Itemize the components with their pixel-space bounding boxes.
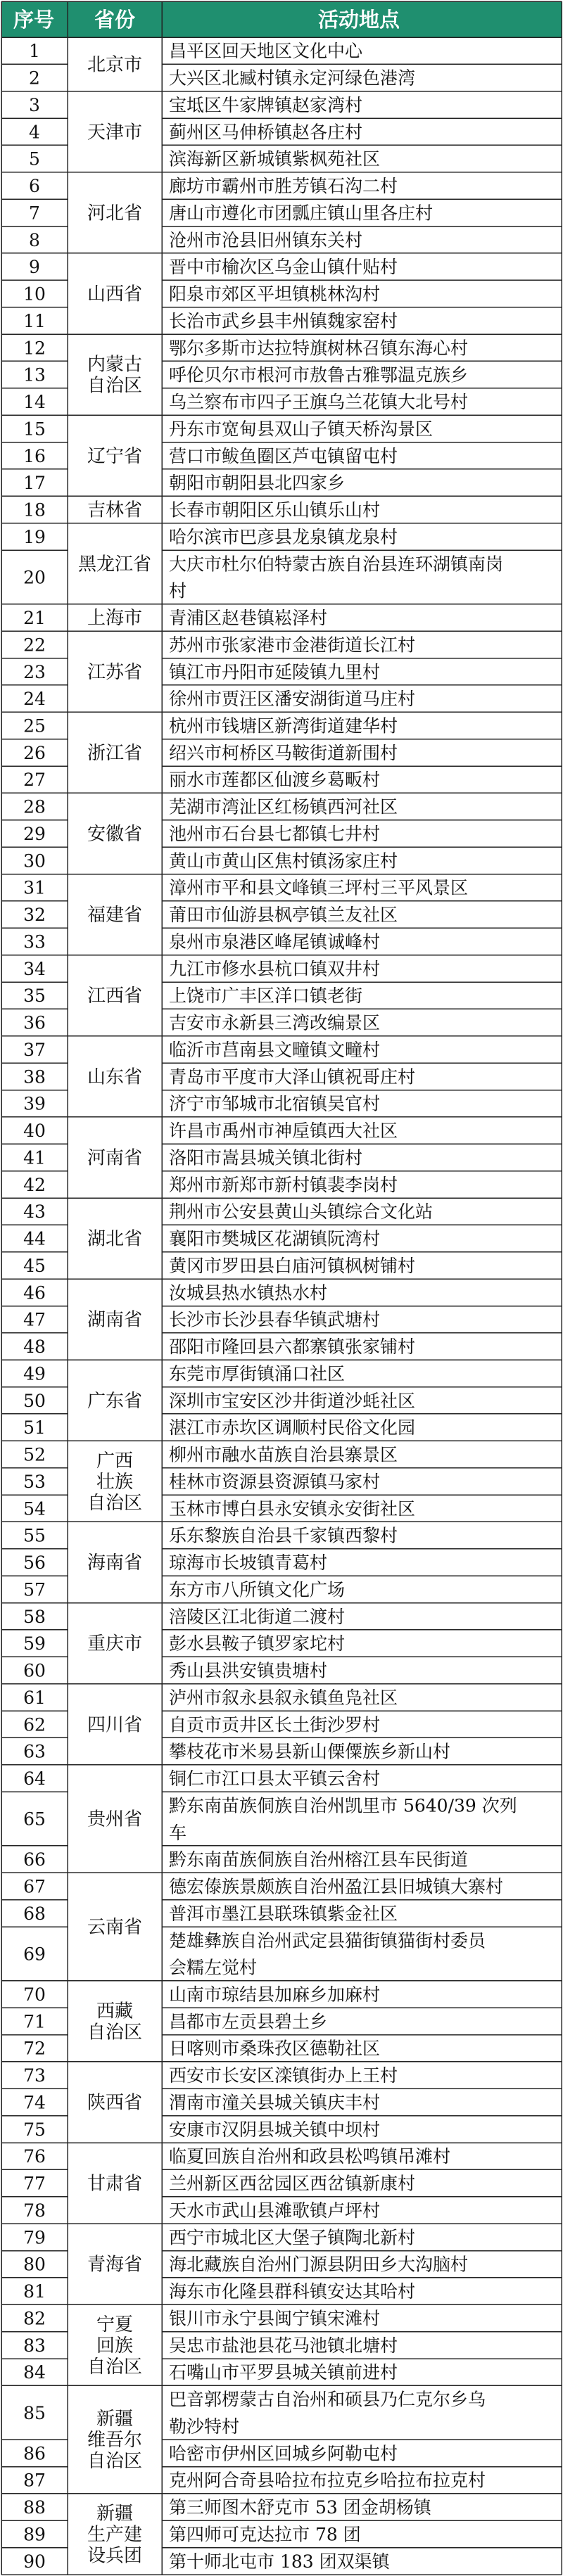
province-name: 湖北省: [87, 1228, 143, 1250]
row-number: 3: [29, 94, 40, 115]
activity-location: 莆田市仙游县枫亭镇兰友社区: [169, 905, 398, 926]
activity-location: 山南市琼结县加麻乡加麻村: [169, 1984, 381, 2005]
activity-location: 车: [169, 1822, 187, 1843]
province-name: 山西省: [87, 283, 143, 305]
activity-location: 第十师北屯市 183 团双渠镇: [169, 2551, 390, 2572]
activity-location: 攀枝花市米易县新山傈僳族乡新山村: [169, 1741, 451, 1762]
activity-location: 安康市汉阴县城关镇中坝村: [169, 2119, 381, 2140]
activity-location: 海东市化隆县群科镇安达其哈村: [169, 2281, 416, 2302]
row-number: 66: [23, 1849, 46, 1870]
activity-location: 会糯左觉村: [169, 1957, 258, 1978]
province-name: 河北省: [87, 203, 143, 224]
province-name: 宁夏: [96, 2314, 134, 2335]
row-number: 82: [23, 2308, 46, 2329]
activity-location: 沧州市沧县旧州镇东关村: [169, 229, 363, 250]
row-number: 16: [23, 445, 46, 466]
row-number: 62: [23, 1714, 46, 1735]
province-name: 湖南省: [87, 1309, 143, 1331]
row-number: 79: [23, 2227, 46, 2248]
row-number: 90: [23, 2551, 46, 2572]
province-name: 江西省: [87, 986, 143, 1007]
header-location: 活动地点: [317, 8, 400, 32]
row-number: 32: [23, 905, 46, 926]
activity-location: 石嘴山市平罗县城关镇前进村: [169, 2362, 398, 2383]
activity-location: 哈尔滨市巴彦县龙泉镇龙泉村: [169, 526, 398, 547]
row-number: 69: [23, 1944, 46, 1965]
activity-location: 东莞市厚街镇涌口社区: [169, 1363, 346, 1384]
activity-location: 勒沙特村: [169, 2416, 240, 2437]
row-number: 46: [23, 1282, 46, 1303]
row-number: 72: [23, 2038, 46, 2059]
province-name: 河南省: [87, 1147, 143, 1169]
row-number: 12: [23, 338, 46, 359]
row-number: 83: [23, 2335, 46, 2356]
activity-location: 长春市朝阳区乐山镇乐山村: [169, 499, 381, 521]
province-name: 新疆: [96, 2503, 134, 2525]
activity-location: 楚雄彝族自治州武定县猫街镇猫街村委员: [169, 1930, 486, 1951]
row-number: 15: [23, 419, 46, 440]
activity-location: 大兴区北臧村镇永定河绿色港湾: [169, 68, 416, 89]
activity-location: 兰州新区西岔园区西岔镇新康村: [169, 2173, 416, 2194]
row-number: 59: [23, 1633, 46, 1654]
row-number: 67: [23, 1876, 46, 1897]
row-number: 18: [23, 499, 46, 521]
activity-location: 青浦区赵巷镇崧泽村: [169, 608, 328, 629]
activity-location: 唐山市遵化市团瓢庄镇山里各庄村: [169, 203, 434, 224]
row-number: 80: [23, 2254, 46, 2275]
row-number: 29: [23, 823, 46, 844]
activity-location: 哈密市伊州区回城乡阿勒屯村: [169, 2443, 398, 2464]
activity-location: 黄冈市罗田县白庙河镇枫树铺村: [169, 1255, 416, 1276]
activity-location: 朝阳市朝阳县北四家乡: [169, 473, 346, 494]
row-number: 31: [23, 877, 46, 898]
activity-location: 临沂市莒南县文疃镇文疃村: [169, 1039, 381, 1060]
row-number: 38: [23, 1066, 46, 1088]
activity-location: 呼伦贝尔市根河市敖鲁古雅鄂温克族乡: [169, 364, 469, 385]
province-name: 广东省: [87, 1390, 143, 1412]
row-number: 41: [23, 1147, 46, 1168]
activity-location: 西宁市城北区大堡子镇陶北新村: [169, 2227, 416, 2248]
activity-location: 青岛市平度市大泽山镇祝哥庄村: [169, 1066, 416, 1088]
activity-location: 玉林市博白县永安镇永安街社区: [169, 1498, 416, 1519]
row-number: 26: [23, 742, 46, 763]
activity-location: 湛江市赤坎区调顺村民俗文化园: [169, 1417, 416, 1439]
activity-location: 黔东南苗族侗族自治州凯里市 5640/39 次列: [169, 1795, 517, 1816]
header-no: 序号: [13, 8, 55, 32]
province-name: 吉林省: [87, 499, 143, 521]
activity-location: 营口市鲅鱼圈区芦屯镇留屯村: [169, 445, 398, 466]
activity-location: 深圳市宝安区沙井街道沙蚝社区: [169, 1390, 416, 1411]
activity-location: 邵阳市隆回县六都寨镇张家铺村: [169, 1337, 416, 1358]
province-name: 陕西省: [87, 2092, 143, 2114]
row-number: 64: [23, 1768, 46, 1790]
row-number: 75: [23, 2119, 46, 2140]
row-number: 73: [23, 2065, 46, 2086]
province-name: 上海市: [87, 608, 143, 630]
row-number: 24: [23, 689, 46, 710]
activity-location: 日喀则市桑珠孜区德勒社区: [169, 2038, 381, 2059]
row-number: 51: [23, 1417, 46, 1439]
row-number: 47: [23, 1309, 46, 1330]
province-name: 海南省: [87, 1552, 143, 1574]
activity-location: 荆州市公安县黄山头镇综合文化站: [169, 1201, 434, 1223]
row-number: 22: [23, 635, 46, 656]
activity-location: 宝坻区牛家牌镇赵家湾村: [169, 94, 363, 115]
activity-location: 琼海市长坡镇青葛村: [169, 1552, 328, 1574]
activity-location: 普洱市墨江县联珠镇紫金社区: [169, 1903, 398, 1924]
activity-location: 丹东市宽甸县双山子镇天桥沟景区: [169, 419, 434, 440]
activity-location: 镇江市丹阳市延陵镇九里村: [169, 661, 381, 682]
province-name: 甘肃省: [87, 2173, 143, 2195]
row-number: 21: [23, 608, 46, 629]
activity-location: 海北藏族自治州门源县阴田乡大沟脑村: [169, 2254, 469, 2275]
activity-location: 泉州市泉港区峰尾镇诚峰村: [169, 931, 381, 952]
row-number: 76: [23, 2146, 46, 2167]
table-header-background: [1, 1, 562, 37]
province-name: 辽宁省: [87, 445, 143, 467]
row-number: 56: [23, 1552, 46, 1574]
activity-location: 克州阿合奇县哈拉布拉克乡哈拉布拉克村: [169, 2470, 486, 2491]
activity-location: 上饶市广丰区洋口镇老街: [169, 986, 363, 1007]
province-name: 自治区: [87, 2451, 143, 2473]
row-number: 28: [23, 796, 46, 817]
province-name: 天津市: [87, 122, 143, 144]
row-number: 43: [23, 1201, 46, 1223]
activity-location: 晋中市榆次区乌金山镇什贴村: [169, 257, 398, 278]
row-number: 85: [23, 2402, 46, 2423]
row-number: 13: [23, 364, 46, 385]
activity-location: 彭水县鞍子镇罗家坨村: [169, 1633, 346, 1654]
activity-location: 渭南市潼关县城关镇庆丰村: [169, 2092, 381, 2113]
activity-location: 滨海新区新城镇紫枫苑社区: [169, 148, 381, 170]
row-number: 78: [23, 2200, 46, 2221]
row-number: 60: [23, 1660, 46, 1681]
province-name: 自治区: [87, 1492, 143, 1514]
activity-location: 徐州市贾汪区潘安湖街道马庄村: [169, 689, 416, 710]
row-number: 49: [23, 1363, 46, 1384]
row-number: 50: [23, 1390, 46, 1411]
activity-location: 村: [169, 580, 187, 601]
row-number: 23: [23, 661, 46, 682]
province-name: 回族: [96, 2335, 134, 2357]
province-name: 贵州省: [87, 1809, 143, 1830]
row-number: 77: [23, 2173, 46, 2194]
province-name: 青海省: [87, 2254, 143, 2276]
activity-location: 德宏傣族景颇族自治州盈江县旧城镇大寨村: [169, 1876, 504, 1897]
row-number: 19: [23, 526, 46, 547]
province-name: 浙江省: [87, 742, 143, 764]
row-number: 10: [23, 283, 46, 305]
row-number: 84: [23, 2362, 46, 2383]
row-number: 55: [23, 1525, 46, 1546]
activity-location: 漳州市平和县文峰镇三坪村三平风景区: [169, 877, 469, 898]
activity-location: 天水市武山县滩歌镇卢坪村: [169, 2200, 381, 2221]
activity-location: 第三师图木舒克市 53 团金胡杨镇: [169, 2497, 431, 2518]
province-name: 黑龙江省: [77, 554, 152, 575]
row-number: 34: [23, 958, 46, 979]
row-number: 53: [23, 1471, 46, 1492]
row-number: 71: [23, 2011, 46, 2032]
activity-location: 鄂尔多斯市达拉特旗树林召镇东海心村: [169, 338, 469, 359]
activity-location: 第四师可克达拉市 78 团: [169, 2524, 361, 2545]
activity-location: 大庆市杜尔伯特蒙古族自治县连环湖镇南岗: [169, 554, 504, 575]
activity-location: 苏州市张家港市金港街道长江村: [169, 635, 416, 656]
activity-location: 济宁市邹城市北宿镇吴官村: [169, 1093, 381, 1114]
activity-location: 杭州市钱塘区新湾街道建华村: [169, 715, 398, 737]
province-name: 壮族: [96, 1471, 134, 1493]
province-name: 广西: [96, 1450, 134, 1472]
row-number: 57: [23, 1579, 46, 1600]
activity-location: 泸州市叙永县叙永镇鱼凫社区: [169, 1687, 398, 1708]
activity-location: 阳泉市郊区平坦镇桃林沟村: [169, 283, 381, 305]
activity-location: 桂林市资源县资源镇马家村: [169, 1471, 381, 1492]
activity-location: 涪陵区江北街道二渡村: [169, 1606, 346, 1627]
activity-location: 洛阳市嵩县城关镇北街村: [169, 1147, 363, 1168]
header-province: 省份: [94, 8, 136, 32]
activity-location: 秀山县洪安镇贵塘村: [169, 1660, 328, 1681]
row-number: 44: [23, 1228, 46, 1249]
activity-location: 汝城县热水镇热水村: [169, 1282, 328, 1303]
activity-location: 银川市永宁县闽宁镇宋滩村: [169, 2308, 381, 2329]
row-number: 68: [23, 1903, 46, 1924]
row-number: 42: [23, 1174, 46, 1195]
province-name: 北京市: [87, 54, 143, 76]
row-number: 52: [23, 1444, 46, 1465]
row-number: 2: [29, 68, 40, 89]
row-number: 9: [29, 257, 40, 278]
row-number: 17: [23, 473, 46, 494]
row-number: 86: [23, 2443, 46, 2464]
activity-location: 九江市修水县杭口镇双井村: [169, 958, 381, 979]
activity-location: 昌都市左贡县碧土乡: [169, 2011, 328, 2032]
row-number: 27: [23, 770, 46, 791]
province-name: 自治区: [87, 375, 143, 397]
row-number: 89: [23, 2524, 46, 2545]
activity-location: 乌兰察布市四子王旗乌兰花镇大北号村: [169, 392, 469, 413]
province-name: 自治区: [87, 2022, 143, 2043]
row-number: 25: [23, 715, 46, 737]
row-number: 81: [23, 2281, 46, 2302]
activity-location: 芜湖市湾沚区红杨镇西河社区: [169, 796, 398, 817]
activity-location: 池州市石台县七都镇七井村: [169, 823, 381, 844]
activity-location: 吉安市永新县三湾改编景区: [169, 1012, 381, 1033]
activity-location: 自贡市贡井区长土街沙罗村: [169, 1714, 381, 1735]
activity-location: 巴音郭楞蒙古自治州和硕县乃仁克尔乡乌: [169, 2389, 486, 2410]
row-number: 88: [23, 2497, 46, 2518]
row-number: 6: [29, 176, 40, 197]
row-number: 4: [29, 122, 40, 143]
province-name: 安徽省: [87, 823, 143, 845]
province-name: 福建省: [87, 905, 143, 926]
activity-location: 长沙市长沙县春华镇武塘村: [169, 1309, 381, 1330]
row-number: 36: [23, 1012, 46, 1033]
activity-location: 临夏回族自治州和政县松鸣镇吊滩村: [169, 2146, 451, 2167]
activity-location: 昌平区回天地区文化中心: [169, 41, 363, 62]
row-number: 65: [23, 1809, 46, 1830]
row-number: 87: [23, 2470, 46, 2491]
province-name: 维吾尔: [87, 2430, 143, 2451]
row-number: 20: [23, 567, 46, 588]
province-name: 生产建: [87, 2524, 143, 2546]
row-number: 1: [29, 41, 40, 62]
row-number: 48: [23, 1337, 46, 1358]
activity-location: 丽水市莲都区仙渡乡葛畈村: [169, 770, 381, 791]
activity-location: 许昌市禹州市神垕镇西大社区: [169, 1121, 398, 1142]
row-number: 40: [23, 1121, 46, 1142]
province-name: 内蒙古: [87, 354, 143, 376]
row-number: 45: [23, 1255, 46, 1276]
row-number: 30: [23, 850, 46, 872]
row-number: 8: [29, 229, 40, 250]
activity-location: 西安市长安区滦镇街办上王村: [169, 2065, 398, 2086]
row-number: 70: [23, 1984, 46, 2005]
activity-location: 黔东南苗族侗族自治州榕江县车民街道: [169, 1849, 469, 1870]
row-number: 35: [23, 986, 46, 1007]
row-number: 54: [23, 1498, 46, 1519]
province-name: 设兵团: [87, 2545, 143, 2567]
row-number: 5: [29, 148, 40, 170]
row-number: 33: [23, 931, 46, 952]
province-name: 云南省: [87, 1917, 143, 1939]
row-number: 39: [23, 1093, 46, 1114]
activity-location: 柳州市融水苗族自治县寨景区: [169, 1444, 398, 1465]
activity-location: 蓟州区马伸桥镇赵各庄村: [169, 122, 363, 143]
row-number: 61: [23, 1687, 46, 1708]
activity-location: 吴忠市盐池县花马池镇北塘村: [169, 2335, 398, 2356]
activity-location: 黄山市黄山区焦村镇汤家庄村: [169, 850, 398, 872]
row-number: 14: [23, 392, 46, 413]
activity-location: 郑州市新郑市新村镇裴李岗村: [169, 1174, 398, 1195]
activity-location: 乐东黎族自治县千家镇西黎村: [169, 1525, 398, 1546]
row-number: 7: [29, 203, 40, 224]
activity-location: 铜仁市江口县太平镇云舍村: [169, 1768, 381, 1790]
row-number: 37: [23, 1039, 46, 1060]
row-number: 11: [23, 310, 46, 331]
province-name: 新疆: [96, 2409, 134, 2430]
activity-location: 廊坊市霸州市胜芳镇石沟二村: [169, 176, 398, 197]
province-name: 自治区: [87, 2356, 143, 2378]
row-number: 58: [23, 1606, 46, 1627]
activity-location: 襄阳市樊城区花湖镇阮湾村: [169, 1228, 381, 1249]
province-name: 西藏: [96, 2001, 134, 2022]
activity-location: 绍兴市柯桥区马鞍街道新围村: [169, 742, 398, 763]
province-name: 四川省: [87, 1714, 143, 1736]
province-name: 山东省: [87, 1066, 143, 1088]
row-number: 74: [23, 2092, 46, 2113]
activity-location: 长治市武乡县丰州镇魏家窑村: [169, 310, 398, 331]
province-name: 江苏省: [87, 661, 143, 683]
row-number: 63: [23, 1741, 46, 1762]
activity-location: 东方市八所镇文化广场: [169, 1579, 346, 1600]
province-name: 重庆市: [87, 1633, 143, 1655]
